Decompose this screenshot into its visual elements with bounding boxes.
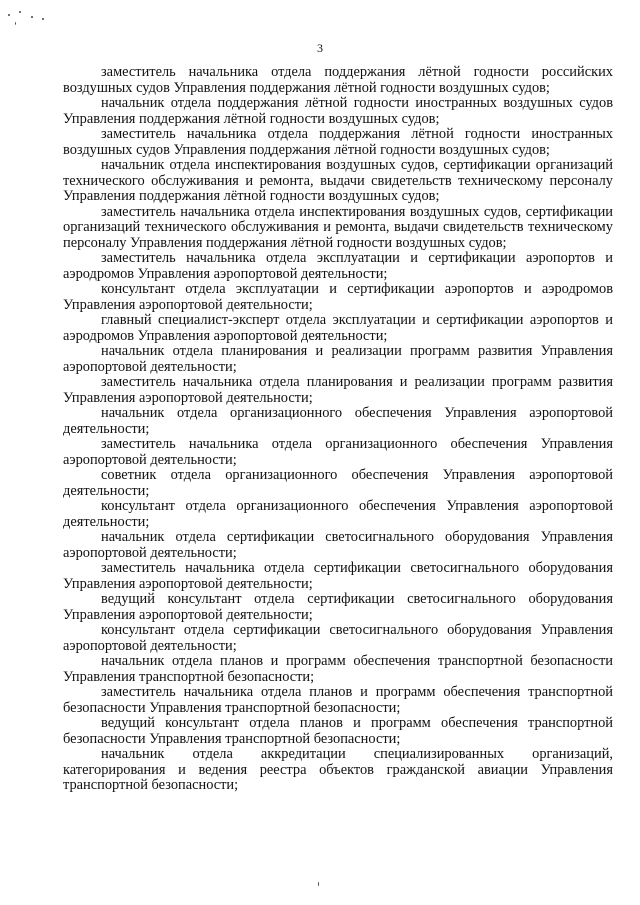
position-paragraph: ведущий консультант отдела сертификации светосигнального оборудования Управления аэропортовой деятельности; bbox=[63, 591, 613, 623]
position-paragraph: консультант отдела организационного обеспечения Управления аэропортовой деятельности; bbox=[63, 498, 613, 530]
position-paragraph: главный специалист-эксперт отдела эксплуатации и сертификации аэропортов и аэродромов Управления аэропортовой деятельности; bbox=[63, 312, 613, 344]
position-paragraph: начальник отдела сертификации светосигнального оборудования Управления аэропортовой деятельности; bbox=[63, 529, 613, 561]
page-number: 3 bbox=[317, 41, 323, 55]
position-paragraph: начальник отдела планов и программ обеспечения транспортной безопасности Управления транспортной безопасности; bbox=[63, 653, 613, 685]
scan-speck bbox=[19, 11, 21, 13]
position-paragraph: начальник отдела аккредитации специализированных организаций, категорирования и ведения реестра объектов гражданской авиации Управления транспортной безопасности; bbox=[63, 746, 613, 793]
position-paragraph: заместитель начальника отдела эксплуатации и сертификации аэропортов и аэродромов Управления аэропортовой деятельности; bbox=[63, 250, 613, 282]
position-paragraph: заместитель начальника отдела планирования и реализации программ развития Управления аэропортовой деятельности; bbox=[63, 374, 613, 406]
position-paragraph: начальник отдела поддержания лётной годности иностранных воздушных судов Управления поддержания лётной годности воздушных судов; bbox=[63, 95, 613, 127]
scan-speck bbox=[15, 22, 16, 25]
position-paragraph: ведущий консультант отдела планов и программ обеспечения транспортной безопасности Управления транспортной безопасности; bbox=[63, 715, 613, 747]
document-body bbox=[63, 65, 613, 794]
scan-speck bbox=[31, 16, 33, 18]
position-paragraph: заместитель начальника отдела поддержания лётной годности иностранных воздушных судов Управления поддержания лётной годности воздушных судов; bbox=[63, 126, 613, 158]
position-paragraph: заместитель начальника отдела организационного обеспечения Управления аэропортовой деятельности; bbox=[63, 436, 613, 468]
scan-speck bbox=[42, 18, 44, 20]
position-paragraph: консультант отдела сертификации светосигнального оборудования Управления аэропортовой деятельности; bbox=[63, 622, 613, 654]
position-paragraph: заместитель начальника отдела поддержания лётной годности российских воздушных судов Управления поддержания лётной годности воздушных судов; bbox=[63, 64, 613, 96]
position-paragraph: консультант отдела эксплуатации и сертификации аэропортов и аэродромов Управления аэропортовой деятельности; bbox=[63, 281, 613, 313]
position-paragraph: советник отдела организационного обеспечения Управления аэропортовой деятельности; bbox=[63, 467, 613, 499]
scan-speck bbox=[8, 14, 10, 16]
position-paragraph: заместитель начальника отдела сертификации светосигнального оборудования Управления аэропортовой деятельности; bbox=[63, 560, 613, 592]
position-paragraph: начальник отдела организационного обеспечения Управления аэропортовой деятельности; bbox=[63, 405, 613, 437]
position-paragraph: начальник отдела планирования и реализации программ развития Управления аэропортовой деятельности; bbox=[63, 343, 613, 375]
scan-speck bbox=[318, 882, 319, 886]
position-paragraph: заместитель начальника отдела инспектирования воздушных судов, сертификации организаций технического обслуживания и ремонта, выдачи свидетельств техническому персоналу Управления поддержания лётной годности воздушных судов; bbox=[63, 203, 613, 251]
position-paragraph: заместитель начальника отдела планов и программ обеспечения транспортной безопасности Управления транспортной безопасности; bbox=[63, 684, 613, 716]
position-paragraph: начальник отдела инспектирования воздушных судов, сертификации организаций технического обслуживания и ремонта, выдачи свидетельств техническому персоналу Управления поддержания лётной годности воздушных судов; bbox=[63, 157, 613, 204]
